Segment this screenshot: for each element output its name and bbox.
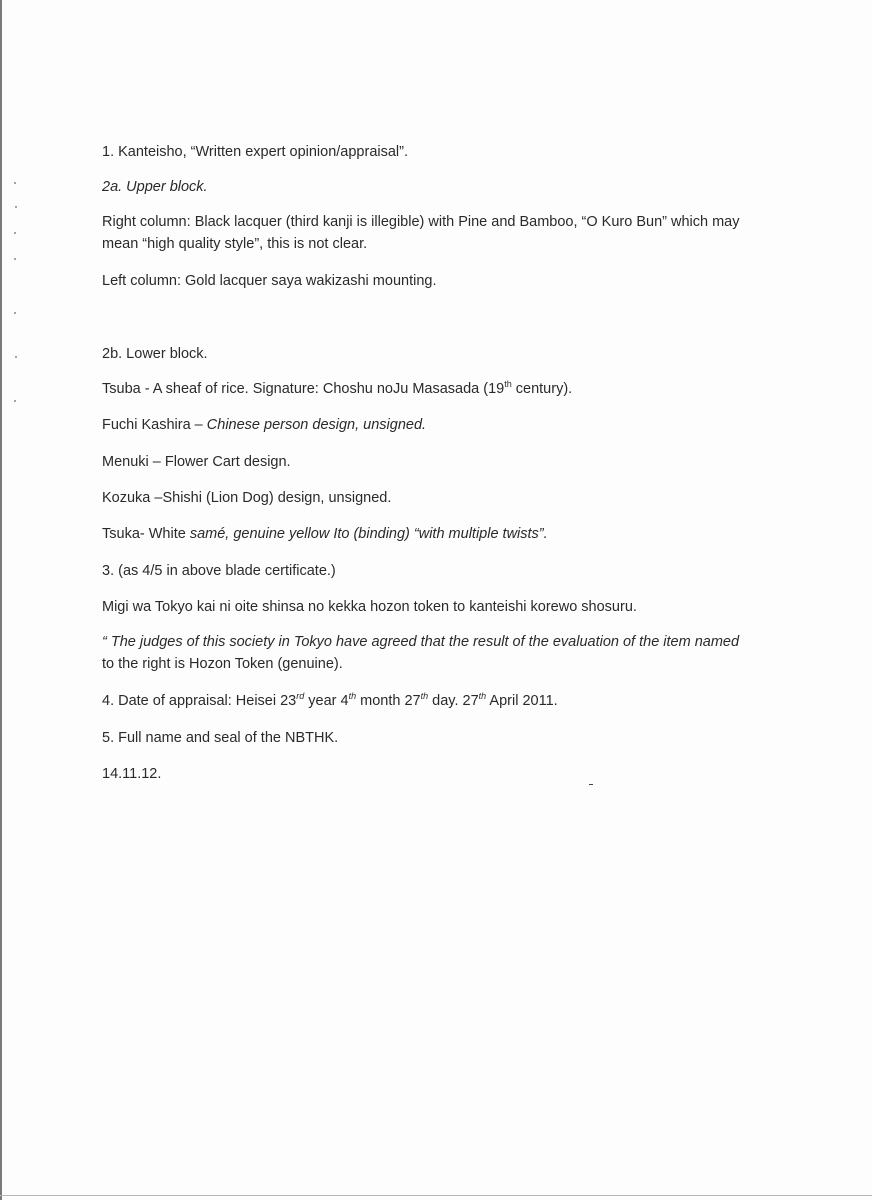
- fuchi-label: Fuchi Kashira –: [102, 417, 207, 433]
- right-column-label: Right column:: [102, 214, 195, 230]
- scan-speck: [14, 312, 16, 314]
- item-1-kanteisho: 1. Kanteisho, “Written expert opinion/appraisal”.: [102, 144, 409, 160]
- scan-speck: [14, 182, 16, 184]
- item-4-sup: th: [420, 691, 429, 702]
- translation-plain: to the right is Hozon Token (genuine).: [102, 656, 343, 672]
- item-4-part: month 27: [356, 693, 421, 709]
- tsuba-tail: century).: [511, 381, 573, 397]
- item-3-note: 3. (as 4/5 in above blade certificate.): [102, 563, 336, 579]
- item-4-date-of-appraisal: [102, 690, 762, 712]
- tsuba-note: [102, 378, 762, 400]
- item-4-sup: rd: [296, 691, 305, 702]
- item-4-part: day. 27: [428, 693, 479, 709]
- fuchi-text: Chinese person design, unsigned.: [206, 417, 427, 433]
- scan-speck: [14, 232, 16, 234]
- item-4-sup: th: [478, 691, 487, 702]
- tsuba-sup: th: [504, 379, 512, 390]
- scan-bottom-edge: [0, 1195, 872, 1196]
- scan-speck: [15, 356, 17, 358]
- migi-romanization: Migi wa Tokyo kai ni oite shinsa no kekka hozon token to kanteishi korewo shosuru.: [102, 599, 637, 615]
- scan-speck: [14, 258, 16, 260]
- left-column-note: Left column: Gold lacquer saya wakizashi mounting.: [102, 273, 437, 289]
- tsuka-label: Tsuka- White: [102, 526, 190, 542]
- item-4-part: year 4: [304, 693, 349, 709]
- menuki-note: Menuki – Flower Cart design.: [102, 454, 291, 470]
- scan-speck: [14, 400, 16, 402]
- tsuba-text: Tsuba - A sheaf of rice. Signature: Choshu noJu Masasada (19: [102, 381, 505, 397]
- scan-speck: [15, 206, 17, 208]
- tsuka-text: samé, genuine yellow Ito (binding) “with multiple twists”.: [189, 526, 548, 542]
- item-4-part: April 2011.: [486, 693, 558, 709]
- item-5-note: 5. Full name and seal of the NBTHK.: [102, 730, 339, 746]
- right-column-text: Black lacquer (third kanji is illegible) with Pine and Bamboo, “O Kuro Bun” which may mean “high quality style”, this is not clear.: [102, 214, 740, 252]
- item-2b-heading: 2b. Lower block.: [102, 346, 208, 362]
- item-4-sup: th: [348, 691, 357, 702]
- item-4-part: 4. Date of appraisal: Heisei 23: [102, 693, 297, 709]
- document-date: 14.11.12.: [102, 766, 162, 782]
- scan-left-edge: [0, 0, 2, 1200]
- item-2a-heading: 2a. Upper block.: [102, 179, 208, 195]
- fuchi-kashira-note: [102, 414, 762, 436]
- translation-italic: “ The judges of this society in Tokyo have agreed that the result of the evaluation of the item named: [102, 634, 740, 650]
- translation-note: [102, 631, 762, 675]
- kozuka-note: Kozuka –Shishi (Lion Dog) design, unsigned.: [102, 490, 392, 506]
- right-column-note: [102, 211, 762, 255]
- tsuka-note: [102, 523, 762, 545]
